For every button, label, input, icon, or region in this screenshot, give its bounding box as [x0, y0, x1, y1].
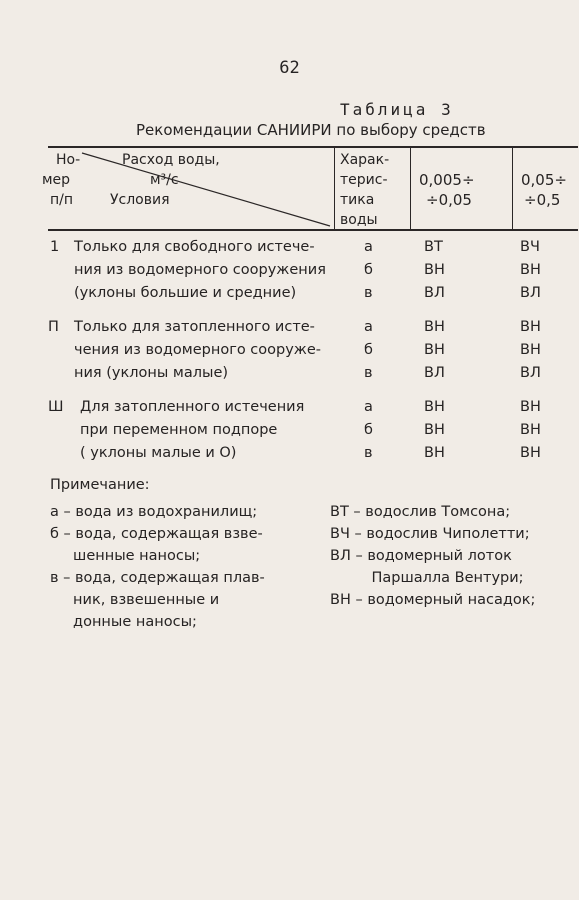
row-3-type-a: а	[364, 399, 373, 415]
header-char-2: терис-	[340, 172, 388, 188]
note-left-2: б – вода, содержащая взве-	[50, 526, 263, 542]
note-right-1: ВТ – водослив Томсона;	[330, 504, 511, 520]
table-label: Таблица 3	[340, 100, 454, 119]
header-range1-1: 0,005÷	[419, 171, 475, 189]
header-range2-1: 0,05÷	[521, 171, 567, 189]
table-title: Рекомендации САНИИРИ по выбору средств	[136, 121, 486, 139]
row-1-number: 1	[50, 239, 60, 255]
header-flow-2: м³/с	[150, 172, 179, 188]
note-right-3: ВЛ – водомерный лоток	[330, 548, 512, 564]
row-2-col1-a: ВН	[424, 319, 445, 335]
row-2-col1-v: ВЛ	[424, 365, 445, 381]
row-3-col1-a: ВН	[424, 399, 445, 415]
row-1-col2-v: ВЛ	[520, 285, 541, 301]
header-char-4: воды	[340, 212, 378, 228]
row-1-col2-b: ВН	[520, 262, 541, 278]
row-1-col2-a: ВЧ	[520, 239, 540, 255]
row-2-line-1: Только для затопленного исте-	[74, 319, 315, 335]
row-2-col2-a: ВН	[520, 319, 541, 335]
row-3-col2-a: ВН	[520, 399, 541, 415]
row-3-line-1: Для затопленного истечения	[80, 399, 305, 415]
row-2-type-b: б	[364, 342, 373, 358]
row-2-col2-v: ВЛ	[520, 365, 541, 381]
row-1-type-b: б	[364, 262, 373, 278]
header-char-1: Харак-	[340, 152, 390, 168]
row-1-col1-v: ВЛ	[424, 285, 445, 301]
row-3-col2-v: ВН	[520, 445, 541, 461]
row-3-col1-b: ВН	[424, 422, 445, 438]
header-num-2: мер	[42, 172, 71, 188]
row-2-type-a: а	[364, 319, 373, 335]
row-1-type-a: а	[364, 239, 373, 255]
row-1-line-2: ния из водомерного сооружения	[74, 262, 326, 278]
row-1-col1-b: ВН	[424, 262, 445, 278]
row-3-col1-v: ВН	[424, 445, 445, 461]
row-1-type-v: в	[364, 285, 373, 301]
row-2-col1-b: ВН	[424, 342, 445, 358]
row-3-line-2: при переменном подпоре	[80, 422, 278, 438]
header-range2-2: ÷0,5	[524, 191, 561, 209]
notes-heading: Примечание:	[50, 477, 150, 493]
page-number: 62	[279, 58, 300, 78]
row-2-type-v: в	[364, 365, 373, 381]
row-3-col2-b: ВН	[520, 422, 541, 438]
note-left-1: а – вода из водохранилищ;	[50, 504, 258, 520]
note-right-5: ВН – водомерный насадок;	[330, 592, 536, 608]
note-left-4: в – вода, содержащая плав-	[50, 570, 265, 586]
row-2-line-2: чения из водомерного сооруже-	[74, 342, 322, 358]
note-left-6: донные наносы;	[50, 614, 197, 630]
header-range1-2: ÷0,05	[426, 191, 472, 209]
header-flow-1: Расход воды,	[122, 152, 220, 168]
row-3-type-b: б	[364, 422, 373, 438]
row-2-col2-b: ВН	[520, 342, 541, 358]
row-2-line-3: ния (уклоны малые)	[74, 365, 229, 381]
header-num-3: п/п	[50, 192, 74, 208]
row-1-line-3: (уклоны большие и средние)	[74, 285, 297, 301]
row-1-line-1: Только для свободного истече-	[74, 239, 315, 255]
header-conditions: Условия	[110, 192, 170, 208]
note-right-4: Паршалла Вентури;	[330, 570, 524, 586]
row-3-line-3: ( уклоны малые и О)	[80, 445, 237, 461]
header-num-1: Но-	[56, 152, 81, 168]
note-right-2: ВЧ – водослив Чиполетти;	[330, 526, 530, 542]
row-3-type-v: в	[364, 445, 373, 461]
note-left-5: ник, взвешенные и	[50, 592, 220, 608]
header-diagonal	[0, 0, 579, 240]
header-char-3: тика	[340, 192, 375, 208]
row-2-number: П	[48, 319, 59, 335]
row-3-number: Ш	[48, 399, 64, 415]
row-1-col1-a: ВТ	[424, 239, 443, 255]
note-left-3: шенные наносы;	[50, 548, 201, 564]
